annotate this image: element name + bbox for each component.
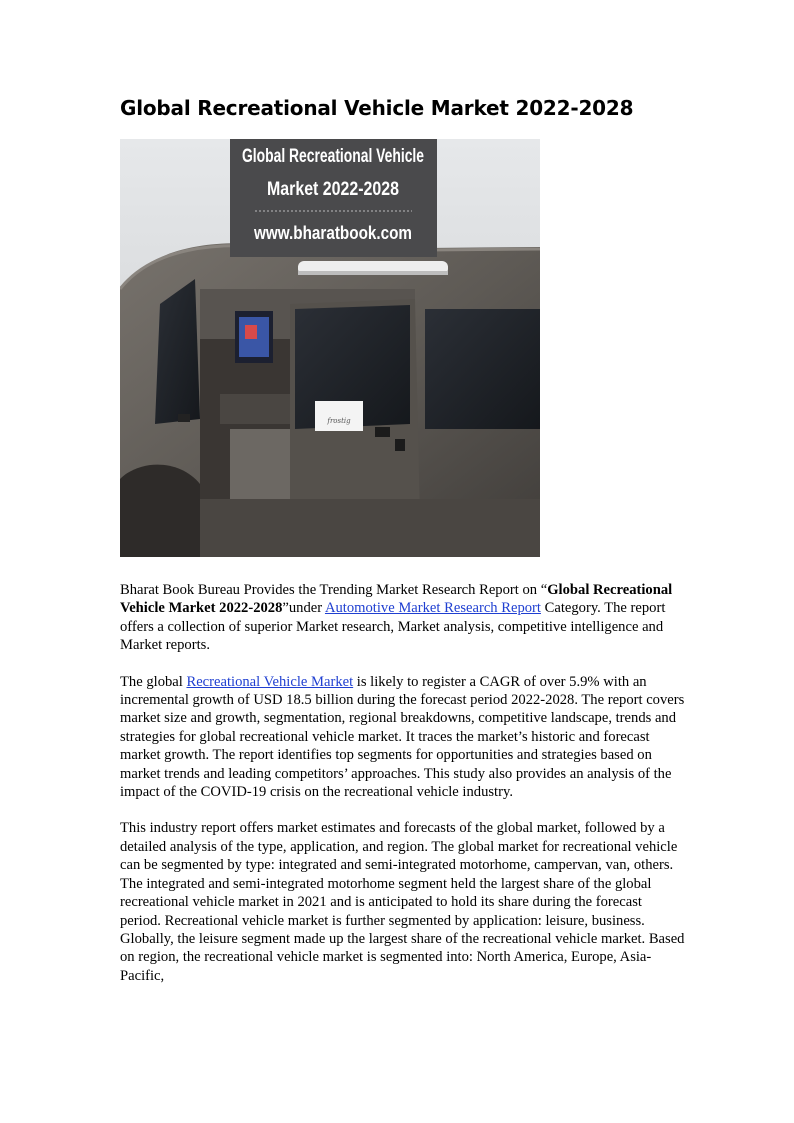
- page-title: Global Recreational Vehicle Market 2022-2028: [120, 96, 634, 120]
- p2-rest: is likely to register a CAGR of over 5.9% with an incremental growth of USD 18.5 billion during the forecast period 2022-2028. The report covers market size and growth, segmentation, regional breakdowns, competitive landscape, trends and strategies for global recreational vehicle market. It traces the market’s historic and forecast market growth. The report identifies top segments for opportunities and strategies based on market trends and leading competitors’ approaches. This study also provides an analysis of the impact of the COVID-19 crisis on the recreational vehicle industry.: [120, 673, 685, 801]
- p1-intro: Bharat Book Bureau Provides the Trending Market Research Report on “: [120, 582, 548, 598]
- banner-line2: Market 2022-2028: [267, 179, 399, 200]
- badge-label: frostig: [327, 417, 351, 425]
- recreational-vehicle-market-link[interactable]: Recreational Vehicle Market: [186, 673, 354, 690]
- banner-url: www.bharatbook.com: [253, 223, 412, 243]
- paragraph-market-overview: [120, 673, 685, 802]
- p1-rest: Category. The report offers a collection of superior Market research, Market analysis, competitive intelligence and Market reports.: [120, 600, 666, 654]
- p1-bold-title: Global Recreational Vehicle Market 2022-2028: [120, 582, 673, 617]
- van-illustration: [120, 139, 540, 557]
- paragraph-intro: [120, 581, 685, 655]
- article-body: [120, 581, 685, 1003]
- p2-intro: The global: [120, 673, 187, 690]
- paragraph-segmentation: This industry report offers market estimates and forecasts of the global market, followed by a detailed analysis of the type, application, and region. The global market for recreational vehicle can be segmented by type: integrated and semi-integrated motorhome, campervan, van, others. The integrated and semi-integrated motorhome segment held the largest share of the global recreational vehicle market in 2021 and is anticipated to hold its share during the forecast period. Recreational vehicle market is further segmented by application: leisure, business. Globally, the leisure segment made up the largest share of the recreational vehicle market. Based on region, the recreational vehicle market is segmented into: North America, Europe, Asia-Pacific,: [120, 820, 685, 984]
- p1-after-title: ”under: [282, 600, 325, 617]
- report-cover-image: [120, 139, 540, 557]
- automotive-market-research-link[interactable]: Automotive Market Research Report: [324, 600, 541, 617]
- banner-line1: Global Recreational Vehicle: [242, 146, 424, 167]
